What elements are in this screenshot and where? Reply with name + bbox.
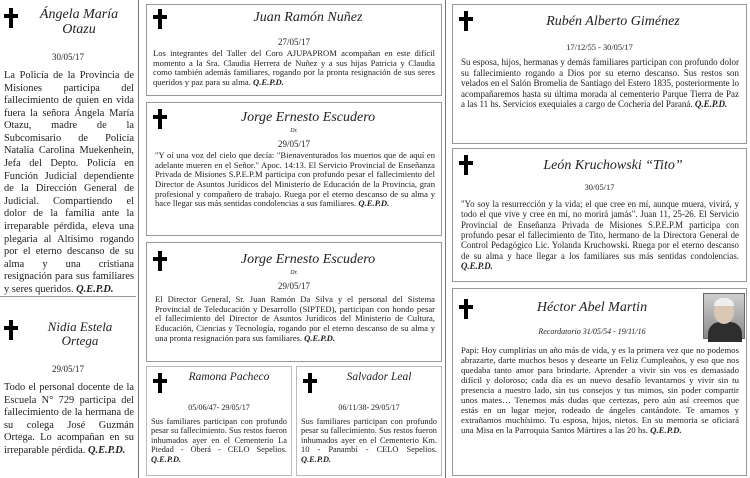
cross-icon (303, 373, 317, 393)
obituary-title: Dr. (290, 270, 298, 276)
obituary-box (146, 366, 292, 476)
obituary-text: Los integrantes del Taller del Coro AJUPAPROM acompañan en este difícil momento a la Sra. Claudia Herrera de Nuñez y a sus hijas Patricia y Claudia como también además familiares, rogando por la pronta resignación de sus seres queridos y paz para su alma. Q.E.P.D. (153, 48, 435, 87)
left-column (0, 0, 136, 478)
obituary-name: Ángela María Otazu (39, 7, 119, 37)
obituary-name: Jorge Ernesto Escudero (240, 110, 376, 125)
obituary-name: Héctor Abel Martin (536, 300, 648, 315)
obituary-text: "Yo soy la resurrección y la vida; el que cree en mí, aunque muera, vivirá, y todo el que vive y cree en mí, no morirá jamás". Juan 11, 25-26. El Servicio Provincial de Enseñanza Privada de Misiones S.P.E.P.M participa con profundo pesar el fallecimiento de Tito, hermano de la Directora General de Control Pedagógico Lic. Yolanda Kruchowski. Ruega por el eterno descanso de su alma y hace llegar a los familiares sus más sentidas condolencias. Q.E.P.D. (461, 199, 739, 271)
cross-icon (459, 155, 473, 175)
obituary-date: 17/12/55 - 30/05/17 (566, 43, 633, 52)
obituary-text: El Director General, Sr. Juan Ramón Da Silva y el personal del Sistema Provincial de Teleducación y Desarrollo (SIPTED), participan con hondo pesar el fallecimiento del Director de Asuntos Jurídicos del Ministerio de Cultura, Educación, Ciencias y Tecnología, rogando por el eterno descanso de su alma y una pronta resignación para sus familiares. Q.E.P.D. (155, 294, 435, 343)
obituary-name: Nidia Estela Ortega (47, 319, 113, 348)
obituary-name: Salvador Leal (346, 371, 412, 383)
obituary-text: Sus familiares participan con profundo pesar su fallecimiento. Sus restos fueron inhumados ayer en el Cementerio La Piedad - Oberá - CELO Sepelios. Q.E.P.D. (151, 417, 287, 464)
obituary-date: 29/05/17 (277, 139, 310, 149)
cross-icon (459, 299, 473, 319)
obituary-date: 30/05/17 (584, 183, 615, 192)
column-rule (138, 0, 139, 478)
obituary-text: Su esposa, hijos, hermanas y demás familiares participan con profundo dolor su fallecimiento rogando a Dios por su eterno descanso. Sus restos son velados en el Salón Bromelia de Santiago del Estero 1835, posteriormente lo acompañaremos hasta su última morada al cementerio Parque Tierra de Paz a las 11 hs. Servicios exequiales a cargo de Cochería del Paraná. Q.E.P.D. (461, 57, 739, 110)
obituary-text: "Y oí una voz del cielo que decía: "Bienaventurados los muertos que de aquí en adelante mueren en el Señor." Apoc. 14:13. El Servicio Provincial de Enseñanza Privada de Misiones S.P.E.P.M participa con profundo pesar el fallecimiento del Director de Asuntos Jurídicos del Ministerio de Educación de la Provincia, gran profesional y compañero de trabajo. Ruega por el eterno descanso de su alma y hace llegar sus más sentidas condolencias a sus familiares. Q.E.P.D. (155, 150, 435, 209)
cross-icon (153, 251, 167, 271)
obituary-date: 30/05/17 (51, 52, 84, 62)
obituary-title: Dr. (290, 128, 298, 134)
obituary-date: Recordatorio 31/05/54 - 19/11/16 (538, 327, 646, 336)
obituary-box (452, 288, 747, 476)
obituary-name: Juan Ramón Nuñez (253, 10, 363, 25)
cross-icon (459, 11, 473, 31)
obituary-name: Jorge Ernesto Escudero (240, 252, 376, 267)
obituary-box (452, 4, 747, 144)
obituary-box (146, 4, 442, 96)
obituary-date: 29/05/17 (51, 364, 84, 374)
cross-icon (4, 8, 18, 28)
divider (0, 296, 136, 297)
cross-icon (153, 373, 167, 393)
obituary-box (452, 148, 747, 282)
obituary-text: La Policía de la Provincia de Misiones participa del fallecimiento de quien en vida fuera la señora Ángela María Otazu, madre de la Subcomisario de Policía Natalia Carolina Muekenhein, Jefa del Depto. Policía en Función Judicial dependiente de la Dirección General de Judicial. Compartiendo el dolor de la familia ante la irreparable pérdida, eleva una plegaria al Altísimo rogando por el eterno descanso de su alma y una cristiana resignación para sus familiares y seres queridos. Q.E.P.D. (4, 70, 134, 295)
obituary-box (296, 366, 442, 476)
portrait-photo (703, 293, 745, 339)
obituary-text: Sus familiares participan con profundo pesar su fallecimiento. Sus restos fueron inhumados ayer en el Cementerio Km. 10 - Panambí - CELO Sepelios. Q.E.P.D. (301, 417, 437, 464)
obituary-date: 06/11/38- 29/05/17 (338, 403, 400, 412)
obituary-box (146, 242, 442, 362)
cross-icon (4, 320, 18, 340)
obituary-date: 05/06/47- 29/05/17 (188, 403, 250, 412)
obituary-text: Todo el personal docente de la Escuela N° 729 participa del fallecimiento de la hermana de su colega José Guzmán Ortega. Lo acompañan en su irreparable pérdida. Q.E.P.D. (4, 382, 134, 456)
obituary-date: 29/05/17 (277, 281, 310, 291)
cross-icon (153, 109, 167, 129)
obituary-name: Rubén Alberto Giménez (546, 14, 680, 29)
obituary-box (146, 102, 442, 236)
obituary-name: León Kruchowski “Tito” (543, 158, 683, 173)
obituary-date: 27/05/17 (277, 37, 310, 47)
column-rule (445, 0, 446, 478)
obituary-name: Ramona Pacheco (188, 371, 270, 383)
obituary-text: Papi: Hoy cumplirías un año más de vida, y es la primera vez que no podemos abrazarte, darte muchos besos y desearte un Feliz Cumpleaños, y eso que nos quedaba tanto amor para brindarte. Aprender a vivir sin vos es demasiado difícil y doloroso; cada día es un nuevo desafío levantarnos y vivir sin tu presencia a nuestro lado, sin tus consejos y tus mimos, sin poder compartir unos mates… Tenemos más dudas que certezas, pero aún así creemos que estás en un lugar mejor, rodeado de ángeles cantándote. Te amamos y extrañamos muchísimo. Tu esposa, hijos, nietos. En su memoria se oficiará una Misa en la Parroquia Santos Mártires a las 20 hs. Q.E.P.D. (461, 345, 739, 436)
cross-icon (153, 9, 167, 29)
